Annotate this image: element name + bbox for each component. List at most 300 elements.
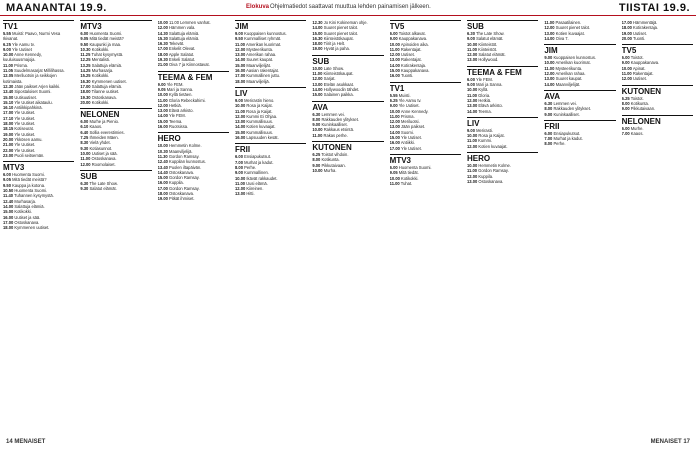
program-time: 12.00 bbox=[235, 113, 246, 119]
program-time: 12.00 bbox=[467, 173, 478, 179]
program-title: Apinat. bbox=[632, 65, 646, 71]
program-title: Uutiset. bbox=[401, 52, 415, 58]
program-time: 13.00 bbox=[157, 108, 168, 114]
program-title: Uutisuutiset. bbox=[14, 94, 37, 100]
program-title: Rakentajat. bbox=[401, 57, 422, 63]
program-time: 11.00 bbox=[80, 156, 91, 162]
program-time: 14.00 bbox=[312, 86, 323, 92]
program-time: 14.00 bbox=[3, 203, 14, 209]
program-title: Hämmentäjä. bbox=[633, 20, 658, 25]
program-title: Kuninkaalliset. bbox=[321, 122, 348, 128]
program-title: Maanviljelijät. bbox=[246, 62, 271, 68]
program-title: Murhasarja. bbox=[91, 68, 114, 74]
program-title: Kotikokki. bbox=[91, 73, 110, 79]
program-title: Salattuja elämiä. bbox=[169, 30, 200, 36]
program-time: 12.40 bbox=[157, 159, 168, 165]
program-title: Tuhat. bbox=[400, 180, 413, 186]
program-time: 8.00 bbox=[621, 100, 630, 106]
channel-heading: JIM bbox=[544, 44, 615, 55]
program-title: Gloria Rebeckahimi. bbox=[168, 97, 206, 103]
program-time: 23.00 bbox=[3, 152, 14, 158]
listing-column bbox=[622, 20, 693, 435]
program-time: 8.00 bbox=[235, 164, 243, 170]
program-time: 15.10 bbox=[3, 99, 14, 105]
program-title: Yle Uutiset. bbox=[14, 142, 36, 148]
program-time: 17.00 bbox=[621, 20, 632, 25]
program-title: Toistot. bbox=[630, 95, 644, 101]
rubric-label: Elokuva bbox=[246, 4, 270, 10]
program-time: 10.00 bbox=[312, 167, 323, 173]
program-title: Kotikokki. bbox=[91, 99, 110, 105]
program-time: 6.00 bbox=[467, 76, 475, 82]
program-title: Kuninkaalliset. bbox=[553, 111, 580, 117]
program-title: Huomenta Suomi. bbox=[12, 172, 45, 178]
program-time: 6.25 bbox=[621, 95, 630, 101]
program-time: 6.00 bbox=[80, 31, 89, 36]
program-title: Rosa ja Kaijat. bbox=[478, 133, 505, 139]
program-time: 16.00 bbox=[389, 140, 400, 146]
program-time: 13.00 bbox=[467, 57, 478, 63]
page-number-left: 14 MENAISET bbox=[6, 439, 46, 445]
program-time: 19.00 bbox=[621, 30, 632, 36]
program-title: Kaaos. bbox=[630, 130, 644, 136]
program-time: 19.00 bbox=[3, 131, 14, 137]
channel-heading: FRII bbox=[235, 143, 306, 154]
program-title: Maanviljelijä. bbox=[169, 148, 193, 154]
program-time: 9.50 bbox=[3, 182, 11, 188]
program-time: 10.00 bbox=[389, 108, 400, 114]
program-time: 16.30 bbox=[80, 78, 91, 84]
page-header bbox=[0, 0, 696, 16]
program-title: Puoli seitsemän. bbox=[14, 152, 45, 158]
program-time: 17.00 bbox=[157, 185, 168, 191]
program-listing bbox=[622, 36, 693, 41]
program-title: Toistot. bbox=[630, 55, 644, 61]
program-time: 15.00 bbox=[235, 129, 246, 135]
program-time: 11.25 bbox=[80, 52, 91, 58]
program-title: Mysteerikunta. bbox=[246, 46, 274, 52]
program-title: Sollia everestimies. bbox=[89, 129, 125, 135]
program-title: Pikkutaivaan. bbox=[321, 162, 346, 168]
program-title: Jo Kini Kokineman ohje. bbox=[323, 20, 368, 25]
program-time: 6.00 bbox=[389, 31, 398, 36]
program-title: Tuonti. bbox=[400, 73, 414, 79]
program-title: Mysteerikunta. bbox=[555, 65, 583, 71]
channel-heading: AVA bbox=[312, 101, 383, 112]
program-title: Hollywoodin tähdet. bbox=[323, 86, 360, 92]
channel-heading: SUB bbox=[467, 20, 538, 31]
program-listing bbox=[390, 181, 461, 186]
program-title: Perhe. bbox=[244, 164, 257, 170]
program-time: 6.25 bbox=[312, 152, 321, 158]
program-title: Ikävät rakkaudet. bbox=[246, 175, 278, 181]
program-title: Suuret pienet talot. bbox=[323, 25, 359, 31]
channel-heading: NELONEN bbox=[622, 115, 693, 126]
program-time: 10.50 bbox=[3, 188, 14, 194]
channel-heading: TV1 bbox=[3, 20, 74, 31]
program-title: Aasian rakentajat. bbox=[246, 68, 279, 74]
program-time: 18.00 bbox=[3, 121, 14, 127]
program-time: 18.00 bbox=[80, 89, 91, 95]
program-title: Mentalisti. bbox=[91, 57, 111, 63]
channel-heading: AVA bbox=[544, 90, 615, 101]
listing-column bbox=[390, 20, 461, 435]
program-listing bbox=[80, 162, 151, 167]
program-title: Jään paikset Arjen kaikki. bbox=[14, 83, 61, 89]
program-title: Puolen iltapäivän. bbox=[169, 164, 202, 170]
program-time: 11.00 bbox=[3, 62, 14, 68]
program-title: Kotikunta. bbox=[630, 100, 649, 106]
program-listing bbox=[3, 153, 74, 158]
page-footer bbox=[0, 438, 696, 450]
program-title: Kummallisuus. bbox=[246, 129, 274, 135]
program-time: 15.00 bbox=[389, 135, 400, 141]
program-title: Antiikkipahkinä. bbox=[14, 105, 43, 111]
program-time: 9.00 bbox=[3, 46, 11, 52]
program-listing bbox=[80, 100, 151, 105]
program-time: 16.30 bbox=[157, 41, 168, 47]
program-time: 13.40 bbox=[3, 89, 14, 95]
program-listing bbox=[544, 36, 615, 41]
program-time: 6.40 bbox=[80, 129, 89, 135]
program-title: Ensiapukutsut. bbox=[553, 130, 581, 136]
program-title: Kyllä. bbox=[478, 87, 489, 93]
program-time: 14.40 bbox=[157, 169, 168, 175]
channel-heading: TV5 bbox=[390, 20, 461, 31]
program-title: Yle Uutiset. bbox=[398, 103, 420, 109]
program-time: 9.00 bbox=[621, 60, 630, 66]
program-time: 10.00 bbox=[389, 41, 400, 47]
program-time: 12.00 bbox=[467, 97, 478, 103]
program-time: 6.30 bbox=[467, 31, 475, 36]
program-title: Tilanne uutiset. bbox=[91, 89, 120, 95]
channel-heading: TEEMA & FEM bbox=[467, 66, 538, 77]
program-time: 6.00 bbox=[544, 130, 553, 136]
program-title: Salatut elämät. bbox=[476, 36, 504, 42]
program-time: 6.00 bbox=[389, 164, 398, 170]
channel-heading: TV5 bbox=[622, 44, 693, 55]
program-title: Suomi. bbox=[401, 129, 414, 135]
program-title: Gordon Ramsay. bbox=[478, 168, 509, 174]
program-title: Mitä tiedät. bbox=[398, 170, 419, 176]
program-time: 9.00 bbox=[235, 170, 243, 176]
program-listing bbox=[622, 131, 693, 136]
program-title: Lemmen vei. bbox=[321, 111, 345, 117]
program-title: Kotien kuvaajat. bbox=[246, 124, 276, 130]
program-time: 10.00 bbox=[3, 52, 14, 58]
program-title: Tuhat kysymystä. bbox=[91, 52, 124, 58]
program-title: Merirasti. bbox=[476, 127, 493, 133]
program-time: 9.00 bbox=[467, 127, 475, 133]
program-time: 19.00 bbox=[312, 46, 323, 52]
program-title: Uutiset. bbox=[633, 76, 647, 82]
program-title: Kauppakanava. bbox=[630, 60, 660, 66]
program-title: Ihmeiden Mäen. bbox=[89, 135, 119, 141]
program-title: Hyvät ja paha. bbox=[323, 46, 350, 52]
program-title: Apple Salatut. bbox=[168, 51, 195, 57]
program-time: 10.00 bbox=[80, 150, 91, 156]
program-time: 11.00 bbox=[312, 132, 323, 138]
program-time: 19.00 bbox=[157, 196, 168, 202]
program-title: Ostoskanava. bbox=[169, 191, 195, 197]
program-time: 16.00 bbox=[235, 135, 246, 141]
program-title: Ensiapukutsut. bbox=[244, 154, 271, 160]
program-title: Kyllä tietäen. bbox=[169, 92, 193, 98]
program-title: Kotikokki. bbox=[14, 209, 32, 215]
program-time: 16.30 bbox=[312, 35, 323, 41]
program-time: 6.00 bbox=[621, 55, 630, 61]
program-title: Yle Uutiset bbox=[12, 46, 32, 52]
program-time: 13.40 bbox=[157, 164, 168, 170]
program-time: 10.00 bbox=[389, 175, 400, 181]
program-title: Hitti. bbox=[246, 191, 255, 197]
program-title: Perhe. bbox=[553, 141, 566, 147]
program-title: Gloria. bbox=[478, 92, 491, 98]
program-title: Rakkauden ylitykset. bbox=[321, 116, 359, 122]
program-title: Kotiseurat. bbox=[14, 126, 34, 132]
program-time: 9.05 bbox=[389, 170, 398, 176]
program-title: Kiinteistökaupat. bbox=[323, 35, 354, 41]
program-title: Meriluotsi. bbox=[401, 119, 420, 125]
program-title: Yle Aamu tv. bbox=[398, 97, 422, 103]
program-time: 14.00 bbox=[235, 57, 246, 63]
program-time: 13.00 bbox=[467, 103, 478, 109]
program-title: Salainen paikka. bbox=[323, 92, 354, 98]
program-listing bbox=[312, 133, 383, 138]
program-title: Murhasarja. bbox=[14, 198, 37, 204]
program-title: Huomenta Suomi. bbox=[398, 164, 432, 170]
program-listing bbox=[544, 82, 615, 87]
program-title: Suuret pienet talot. bbox=[323, 30, 359, 36]
listing-column bbox=[80, 20, 151, 435]
program-title: Hemmetin Kolme. bbox=[478, 163, 511, 169]
program-time: 14.00 bbox=[312, 25, 323, 31]
program-time: 11.00 bbox=[389, 46, 400, 52]
program-title: Kummi. bbox=[478, 138, 493, 144]
listing-column bbox=[235, 20, 306, 435]
program-title: Sarjat. bbox=[323, 76, 336, 82]
channel-heading: SUB bbox=[312, 55, 383, 66]
program-title: The Late Show. bbox=[89, 180, 118, 186]
program-title: Yle Aamu tv. bbox=[12, 41, 35, 47]
program-listing bbox=[544, 112, 615, 117]
program-title: Ostoskanava. bbox=[91, 94, 117, 100]
program-time: 8.00 bbox=[544, 141, 553, 147]
program-title: Vielä yhdet. bbox=[89, 140, 111, 146]
program-title: Toistot alkavat. bbox=[398, 31, 426, 36]
program-title: Kummallinen juttu. bbox=[246, 73, 281, 79]
program-time: 15.00 bbox=[157, 175, 168, 181]
header-teaser: Ohjelmatiedot saattavat muuttua lehden painamisen jälkeen. bbox=[270, 4, 431, 10]
program-time: 10.00 bbox=[312, 127, 323, 133]
program-title: Tuhannen kysymystä. bbox=[14, 193, 54, 199]
program-time: 6.00 bbox=[3, 172, 11, 178]
program-time: 18.00 bbox=[621, 25, 632, 31]
program-listing bbox=[80, 186, 151, 191]
program-time: 18.00 bbox=[312, 41, 323, 47]
program-time: 15.00 bbox=[312, 30, 323, 36]
program-time: 11.00 bbox=[467, 168, 478, 174]
program-time: 12.00 bbox=[389, 119, 400, 125]
program-title: The Late Show. bbox=[476, 31, 505, 36]
program-time: 21.00 bbox=[3, 142, 14, 148]
program-title: Oiva 7 ja Kiinnostavat. bbox=[169, 62, 210, 68]
program-time: 8.00 bbox=[312, 157, 321, 163]
program-time: 12.00 bbox=[312, 76, 323, 82]
program-title: Kotikokki. bbox=[91, 46, 110, 52]
program-time: 18.00 bbox=[157, 51, 168, 57]
program-listing bbox=[467, 109, 538, 114]
channel-heading: KUTONEN bbox=[312, 141, 383, 152]
program-time: 13.00 bbox=[235, 52, 246, 58]
program-title: Murhe. bbox=[630, 125, 644, 131]
program-title: Rakentajat. bbox=[400, 46, 422, 52]
program-title: Meriluotsin ja seikkojen kotimaista. bbox=[3, 73, 57, 84]
program-title: Amerikan rahaa. bbox=[555, 71, 586, 77]
program-title: Mari ja Sanna. bbox=[476, 82, 503, 88]
program-time: 17.00 bbox=[3, 110, 14, 116]
program-title: Kummalliset ryhmät. bbox=[244, 36, 282, 42]
program-time: 9.00 bbox=[157, 81, 166, 87]
program-time: 11.00 bbox=[157, 97, 168, 103]
program-time: 12.30 bbox=[312, 20, 323, 25]
program-title: Kotien kuvaajat. bbox=[478, 143, 508, 149]
program-title: Tuonti. bbox=[632, 35, 646, 41]
program-title: Hollywood. bbox=[478, 57, 499, 63]
program-title: Anne Kennedy. bbox=[400, 108, 429, 114]
program-time: 10.00 bbox=[467, 87, 478, 93]
program-listing bbox=[3, 73, 74, 84]
program-title: Lapsuuden kesät. bbox=[246, 135, 279, 141]
program-listing bbox=[390, 146, 461, 151]
program-time: 13.00 bbox=[389, 57, 400, 63]
program-listing bbox=[3, 52, 74, 63]
program-time: 9.00 bbox=[235, 31, 243, 36]
channel-heading: TV1 bbox=[390, 82, 461, 93]
program-title: Yle Uutiset. bbox=[400, 135, 422, 141]
program-time: 15.00 bbox=[235, 62, 246, 68]
program-title: Kuoppaisen kunnostus. bbox=[553, 55, 596, 61]
program-time: 15.00 bbox=[157, 118, 168, 124]
program-time: 16.00 bbox=[3, 214, 14, 220]
program-title: Kaupunki ja maa. bbox=[89, 41, 122, 47]
program-title: Salattuja elämiä. bbox=[91, 62, 122, 68]
program-time: 12.40 bbox=[3, 198, 14, 204]
program-time: 11.00 bbox=[235, 41, 246, 47]
program-time: 9.30 bbox=[80, 186, 89, 192]
program-title: Uutiset ja sää. bbox=[14, 214, 41, 220]
program-title: Enkelit Olevat. bbox=[169, 46, 196, 52]
program-listing bbox=[312, 46, 383, 51]
program-time: 10.00 bbox=[235, 175, 246, 181]
program-title: Pikkutaivaan. bbox=[630, 106, 656, 112]
program-time: 11.00 bbox=[467, 92, 478, 98]
listing-column bbox=[312, 20, 383, 435]
program-title: Kotirakentaja. bbox=[633, 25, 659, 31]
program-time: 14.25 bbox=[80, 68, 91, 74]
program-listing bbox=[3, 31, 74, 42]
listing-column bbox=[3, 20, 74, 435]
program-time: 14.00 bbox=[157, 113, 168, 119]
program-title: Yle FEM. bbox=[168, 113, 186, 119]
program-title: Kiinteistöt. bbox=[478, 46, 498, 52]
program-title: Uusi elämä. bbox=[246, 180, 268, 186]
program-title: Kummi Ei Ohjaa. bbox=[246, 113, 278, 119]
program-listing bbox=[312, 92, 383, 97]
program-time: 18.00 bbox=[3, 225, 14, 231]
program-title: Muisti. bbox=[398, 92, 411, 98]
program-title: Salatut elämät. bbox=[478, 52, 506, 58]
program-title: Hetkiä. bbox=[478, 97, 492, 103]
program-title: Lemmen vei. bbox=[553, 100, 577, 106]
program-time: 5.55 bbox=[3, 31, 11, 36]
program-time: 12.00 bbox=[389, 52, 400, 58]
program-time: 15.00 bbox=[3, 209, 14, 215]
listing-column bbox=[158, 20, 229, 435]
program-title: Oiva 7. bbox=[555, 35, 569, 41]
program-title: Kummallisuus. bbox=[246, 119, 274, 125]
program-title: Ostoskanava. bbox=[478, 178, 504, 184]
program-time: 6.00 bbox=[621, 125, 630, 131]
program-title: Rakentajat. bbox=[632, 71, 654, 77]
program-time: 12.30 bbox=[3, 83, 14, 89]
program-title: Kauppakanava. bbox=[398, 36, 428, 42]
program-listing bbox=[467, 144, 538, 149]
program-time: 15.30 bbox=[157, 35, 168, 41]
program-title: Rosa ja Kaijat. bbox=[246, 108, 273, 114]
program-title: Maanviljelijä. bbox=[246, 78, 270, 84]
program-time: 15.25 bbox=[80, 73, 91, 79]
program-title: Kummallinen. bbox=[244, 170, 269, 176]
program-time: 10.00 bbox=[544, 60, 555, 66]
program-time: 9.00 bbox=[467, 82, 475, 88]
program-time: 9.00 bbox=[544, 55, 553, 61]
program-time: 9.05 bbox=[80, 36, 89, 42]
program-title: Teema. bbox=[478, 108, 492, 114]
channel-heading: HERO bbox=[467, 152, 538, 163]
program-title: Yle Uutiset aikataulu. bbox=[14, 99, 53, 105]
program-time: 13.00 bbox=[235, 119, 246, 125]
program-time: 9.05 bbox=[157, 86, 166, 92]
program-title: Anne Kennedy, kuuluisuusmajoja. bbox=[3, 52, 42, 63]
program-time: 9.50 bbox=[235, 36, 243, 42]
channel-heading: LIV bbox=[467, 117, 538, 128]
program-time: 11.00 bbox=[235, 180, 246, 186]
program-time: 16.10 bbox=[3, 105, 14, 111]
program-title: Hetkiä. bbox=[169, 102, 182, 108]
channel-heading: TEEMA & FEM bbox=[158, 71, 229, 82]
program-title: Gordon Ramsay. bbox=[168, 153, 200, 159]
program-title: Kotikokki. bbox=[401, 175, 419, 181]
program-title: Prisma. bbox=[400, 113, 415, 119]
program-time: 13.00 bbox=[467, 178, 478, 184]
program-time: 12.00 bbox=[467, 52, 478, 58]
program-title: Yle FEM. bbox=[166, 81, 184, 87]
program-time: 6.30 bbox=[544, 100, 553, 106]
program-title: Yle Uutiset. bbox=[400, 145, 422, 151]
program-time: 10.00 bbox=[157, 143, 168, 149]
program-listing bbox=[158, 124, 229, 129]
program-time: 9.00 bbox=[621, 106, 630, 112]
program-time: 11.00 bbox=[467, 46, 478, 52]
program-time: 20.00 bbox=[80, 99, 91, 105]
program-time: 9.00 bbox=[312, 162, 321, 168]
program-title: Kuppila. bbox=[478, 173, 494, 179]
program-title: Roomolaiset. bbox=[91, 161, 116, 167]
program-time: 12.00 bbox=[235, 46, 246, 52]
program-title: Ostoskanava. bbox=[14, 219, 40, 225]
channel-heading: NELONEN bbox=[80, 108, 151, 119]
